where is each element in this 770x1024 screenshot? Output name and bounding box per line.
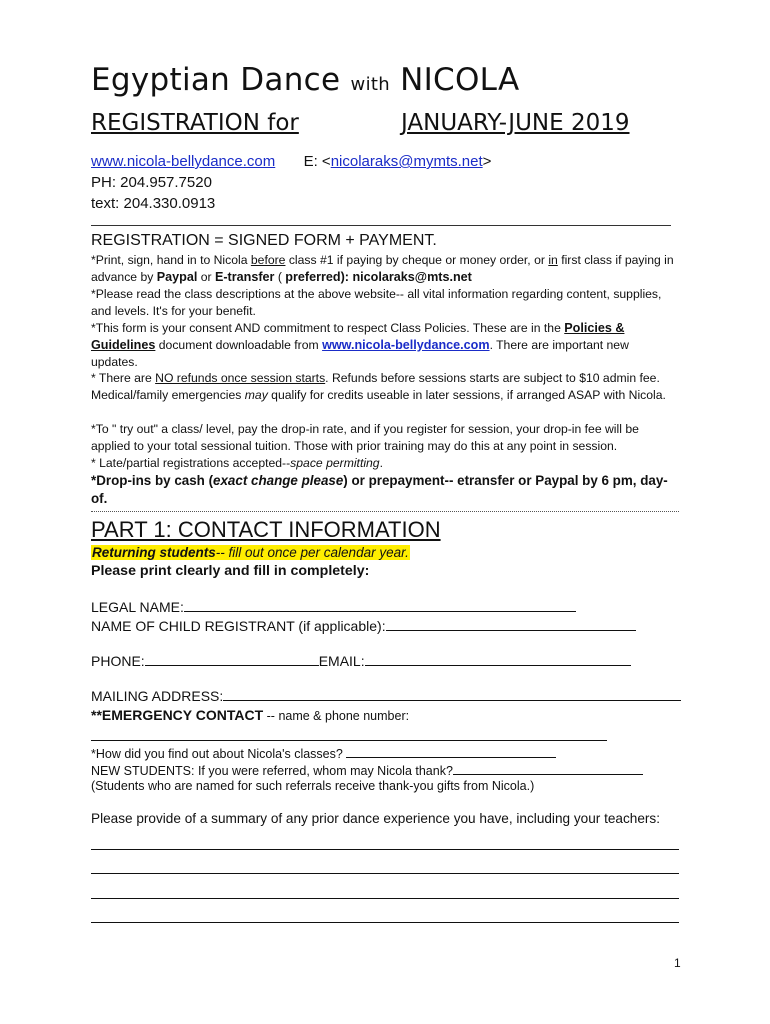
registration-requirement: REGISTRATION = SIGNED FORM + PAYMENT. (91, 232, 437, 249)
phone-email-row (91, 653, 631, 669)
section-divider (91, 511, 679, 512)
email-field[interactable] (365, 653, 631, 666)
legal-name-label: LEGAL NAME: (91, 599, 184, 615)
contact-line (91, 153, 491, 170)
instruction-refunds: * There are NO refunds once session starts. Refunds before sessions starts are subject to $10 admin fee. Medical/family emergencies may qualify for credits useable in later sessions, if arranged ASAP with Nicola. (91, 371, 666, 402)
summary-line-4[interactable] (91, 922, 679, 923)
how-found-row (91, 745, 556, 761)
summary-line-3[interactable] (91, 898, 679, 899)
mailing-row (91, 688, 681, 704)
child-name-field[interactable] (386, 618, 636, 631)
session-dates: JANUARY-JUNE 2019 (401, 110, 630, 136)
email-label: E: < (303, 153, 331, 170)
summary-line-2[interactable] (91, 873, 679, 874)
referral-label: NEW STUDENTS: If you were referred, whom may Nicola thank? (91, 764, 453, 778)
legal-name-field[interactable] (184, 599, 576, 612)
summary-line-1[interactable] (91, 849, 679, 850)
please-print: Please print clearly and fill in completely: (91, 563, 370, 579)
title-name: NICOLA (400, 62, 520, 98)
mailing-label: MAILING ADDRESS: (91, 688, 224, 704)
form-title (91, 62, 519, 98)
emergency-field[interactable] (91, 740, 607, 741)
email-field-label: EMAIL: (318, 653, 365, 669)
child-name-row (91, 618, 636, 634)
instruction-late: * Late/partial registrations accepted--space permitting. (91, 456, 383, 470)
email-link[interactable]: nicolaraks@mymts.net (330, 153, 483, 170)
email-end: > (482, 153, 492, 170)
divider (91, 225, 671, 226)
how-found-field[interactable] (346, 745, 556, 758)
website-link[interactable]: www.nicola-bellydance.com (91, 153, 276, 170)
part1-heading: PART 1: CONTACT INFORMATION (91, 517, 441, 542)
sms-text: text: 204.330.0913 (91, 195, 216, 212)
returning-students-note: Returning students-- fill out once per calendar year. (92, 545, 409, 560)
emergency-label: **EMERGENCY CONTACT (91, 707, 264, 723)
phone-label: PHONE: (91, 653, 145, 669)
instruction-try-out: *To " try out" a class/ level, pay the drop-in rate, and if you register for session, your drop-in fee will be applied to your total sessional tuition. Those with prior training may do this at any point in session. (91, 422, 639, 453)
policies-link[interactable]: Policies & Guidelines (91, 321, 625, 352)
site-link[interactable]: www.nicola-bellydance.com (322, 338, 490, 352)
legal-name-row (91, 599, 576, 615)
referral-row (91, 762, 643, 778)
title-with: with (350, 74, 390, 95)
referral-field[interactable] (453, 762, 643, 775)
phone-field[interactable] (145, 653, 319, 666)
phone-text: PH: 204.957.7520 (91, 174, 212, 191)
instruction-read-descriptions: *Please read the class descriptions at the above website-- all vital information regarding content, supplies, and levels. It's for your benefit. (91, 287, 662, 318)
title-main: Egyptian Dance (91, 62, 341, 98)
page-number: 1 (674, 956, 681, 970)
registration-heading: REGISTRATION for (91, 110, 299, 136)
child-name-label: NAME OF CHILD REGISTRANT (if applicable): (91, 618, 386, 634)
mailing-field[interactable] (223, 688, 681, 701)
summary-prompt: Please provide of a summary of any prior dance experience you have, including your teachers: (91, 811, 660, 826)
emergency-row: **EMERGENCY CONTACT -- name & phone number: (91, 707, 410, 723)
how-found-label: *How did you find out about Nicola's classes? (91, 747, 343, 761)
dropins-note: *Drop-ins by cash (exact change please) or prepayment-- etransfer or Paypal by 6 pm, day-of. (91, 473, 668, 506)
instruction-policies: *This form is your consent AND commitment to respect Class Policies. These are in the Policies & Guidelines document downloadable from www.nicola-bellydance.com. There are important new updates. (91, 321, 629, 369)
referral-note: (Students who are named for such referrals receive thank-you gifts from Nicola.) (91, 779, 535, 793)
instruction-payment: *Print, sign, hand in to Nicola before class #1 if paying by cheque or money order, or in first class if paying in advance by Paypal or E-transfer ( preferred): nicolaraks@mts.net (91, 253, 674, 284)
